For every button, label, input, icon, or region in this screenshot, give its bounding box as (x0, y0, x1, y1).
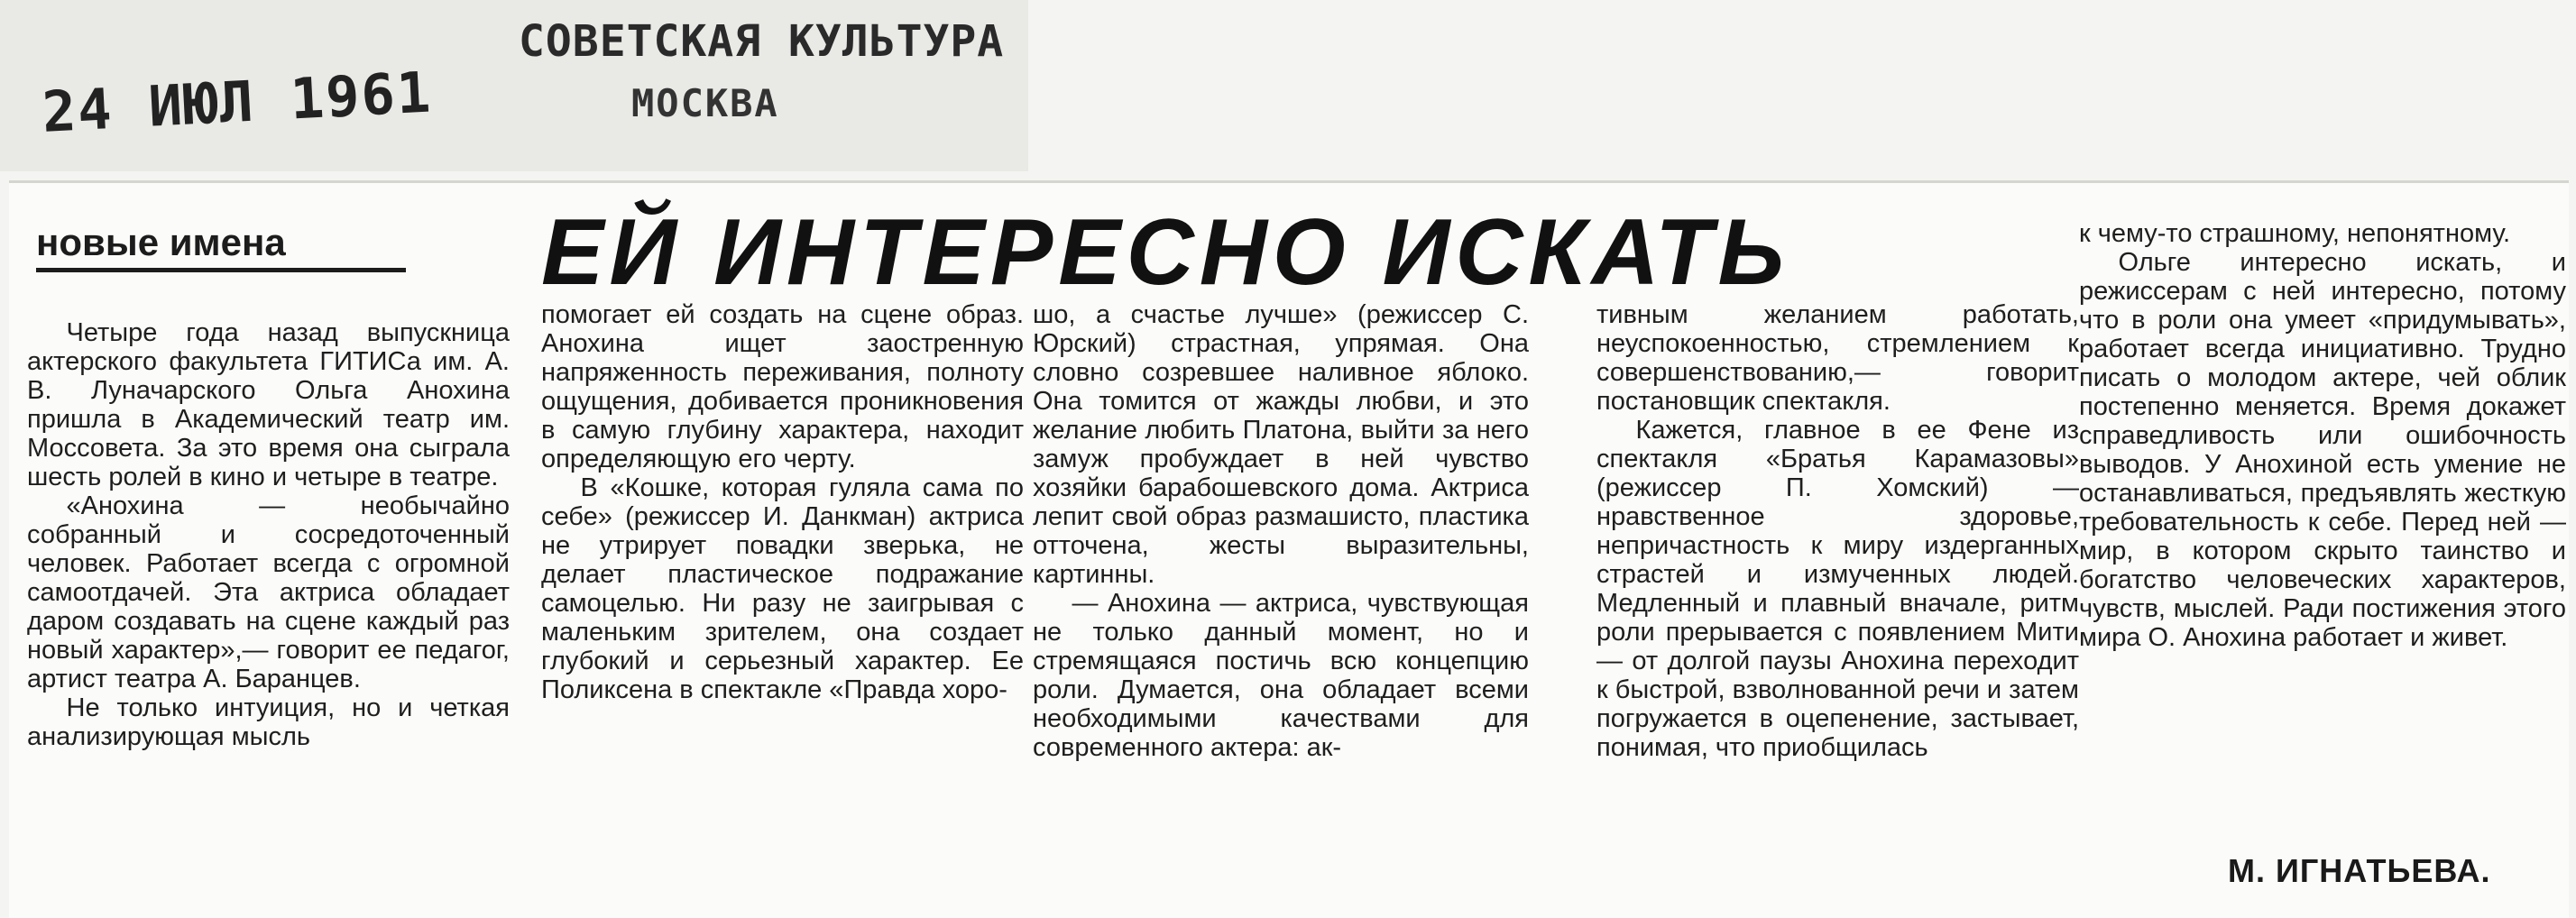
article-column-3 (1033, 300, 1529, 762)
article-paragraph: помогает ей создать на сцене образ. Анохина ищет заостренную напряженность переживания, полноту ощущения, добивается проникновения в самую глубину характера, находит определяющую его черту. (541, 300, 1024, 473)
article-paragraph: Четыре года назад выпускница актерского факультета ГИТИСа им. А. В. Луначарского Ольга Анохина пришла в Академический театр им. Моссовета. За это время она сыграла шесть ролей в кино и четыре в театре. (27, 318, 510, 491)
article-paragraph: Кажется, главное в ее Фене из спектакля «Братья Карамазовы» (режиссер П. Хомский) — нравственное здоровье, непричастность к миру издерганных страстей и измученных людей. Медленный и плавный вначале, ритм роли прерывается с появлением Мити — от долгой паузы Анохина переходит к быстрой, взволнованной речи и затем погружается в оцепенение, застывает, понимая, что приобщилась (1596, 416, 2079, 762)
article-paragraph: тивным желанием работать, неуспокоенностью, стремлением к совершенствованию,— говорит постановщик спектакля. (1596, 300, 2079, 416)
article-paragraph: Не только интуиция, но и четкая анализирующая мысль (27, 693, 510, 751)
article-byline: М. ИГНАТЬЕВА. (2228, 852, 2491, 889)
article-column-1 (27, 318, 510, 751)
article-paragraph: Ольге интересно искать, и режиссерам с ней интересно, потому что в роли она умеет «придумывать», работает всегда инициативно. Трудно писать о молодом актере, чей облик постепенно меняется. Время докажет справедливость или ошибочность выводов. У Анохиной есть умение не останавливаться, предъявлять жесткую требовательность к себе. Перед ней — мир, в котором скрыто таинство и богатство человеческих характеров, чувств, мыслей. Ради постижения этого мира О. Анохина работает и живет. (2079, 248, 2566, 652)
stamp-date: 24 ИЮЛ 1961 (41, 59, 434, 145)
stamp-city: МОСКВА (631, 81, 779, 125)
article-rubric: новые имена (36, 221, 406, 272)
stamp-newspaper-name: СОВЕТСКАЯ КУЛЬТУРА (519, 16, 1005, 67)
newspaper-clipping (9, 180, 2569, 918)
article-paragraph: — Анохина — актриса, чувствующая не только данный момент, но и стремящаяся постичь всю концепцию роли. Думается, она обладает всеми необходимыми качествами для современного актера: ак- (1033, 589, 1529, 762)
article-headline: ЕЙ ИНТЕРЕСНО ИСКАТЬ (541, 200, 1790, 305)
article-paragraph: В «Кошке, которая гуляла сама по себе» (режиссер И. Данкман) актриса не утрирует повадки зверька, не делает пластическое подражание самоцелью. Ни разу не заигрывая с маленьким зрителем, она создает глубокий и серьезный характер. Ее Поликсена в спектакле «Правда хоро- (541, 473, 1024, 704)
article-paragraph: «Анохина — необычайно собранный и сосредоточенный человек. Работает всегда с огромной самоотдачей. Эта актриса обладает даром создавать на сцене каждый раз новый характер»,— говорит ее педагог, артист театра А. Баранцев. (27, 491, 510, 693)
archive-stamp-strip (0, 0, 1028, 171)
article-paragraph: к чему-то страшному, непонятному. (2079, 219, 2511, 248)
article-paragraph: шо, а счастье лучше» (режиссер С. Юрский) страстная, упрямая. Она словно созревшее наливное яблоко. Она томится от жажды любви, и это желание любить Платона, выйти за него замуж пробуждает в ней чувство хозяйки барабошевского дома. Актриса лепит свой образ размашисто, пластика отточена, жесты выразительны, картинны. (1033, 300, 1529, 589)
article-column-4 (1596, 300, 2079, 762)
article-column-5 (2079, 219, 2566, 652)
article-column-2 (541, 300, 1024, 704)
